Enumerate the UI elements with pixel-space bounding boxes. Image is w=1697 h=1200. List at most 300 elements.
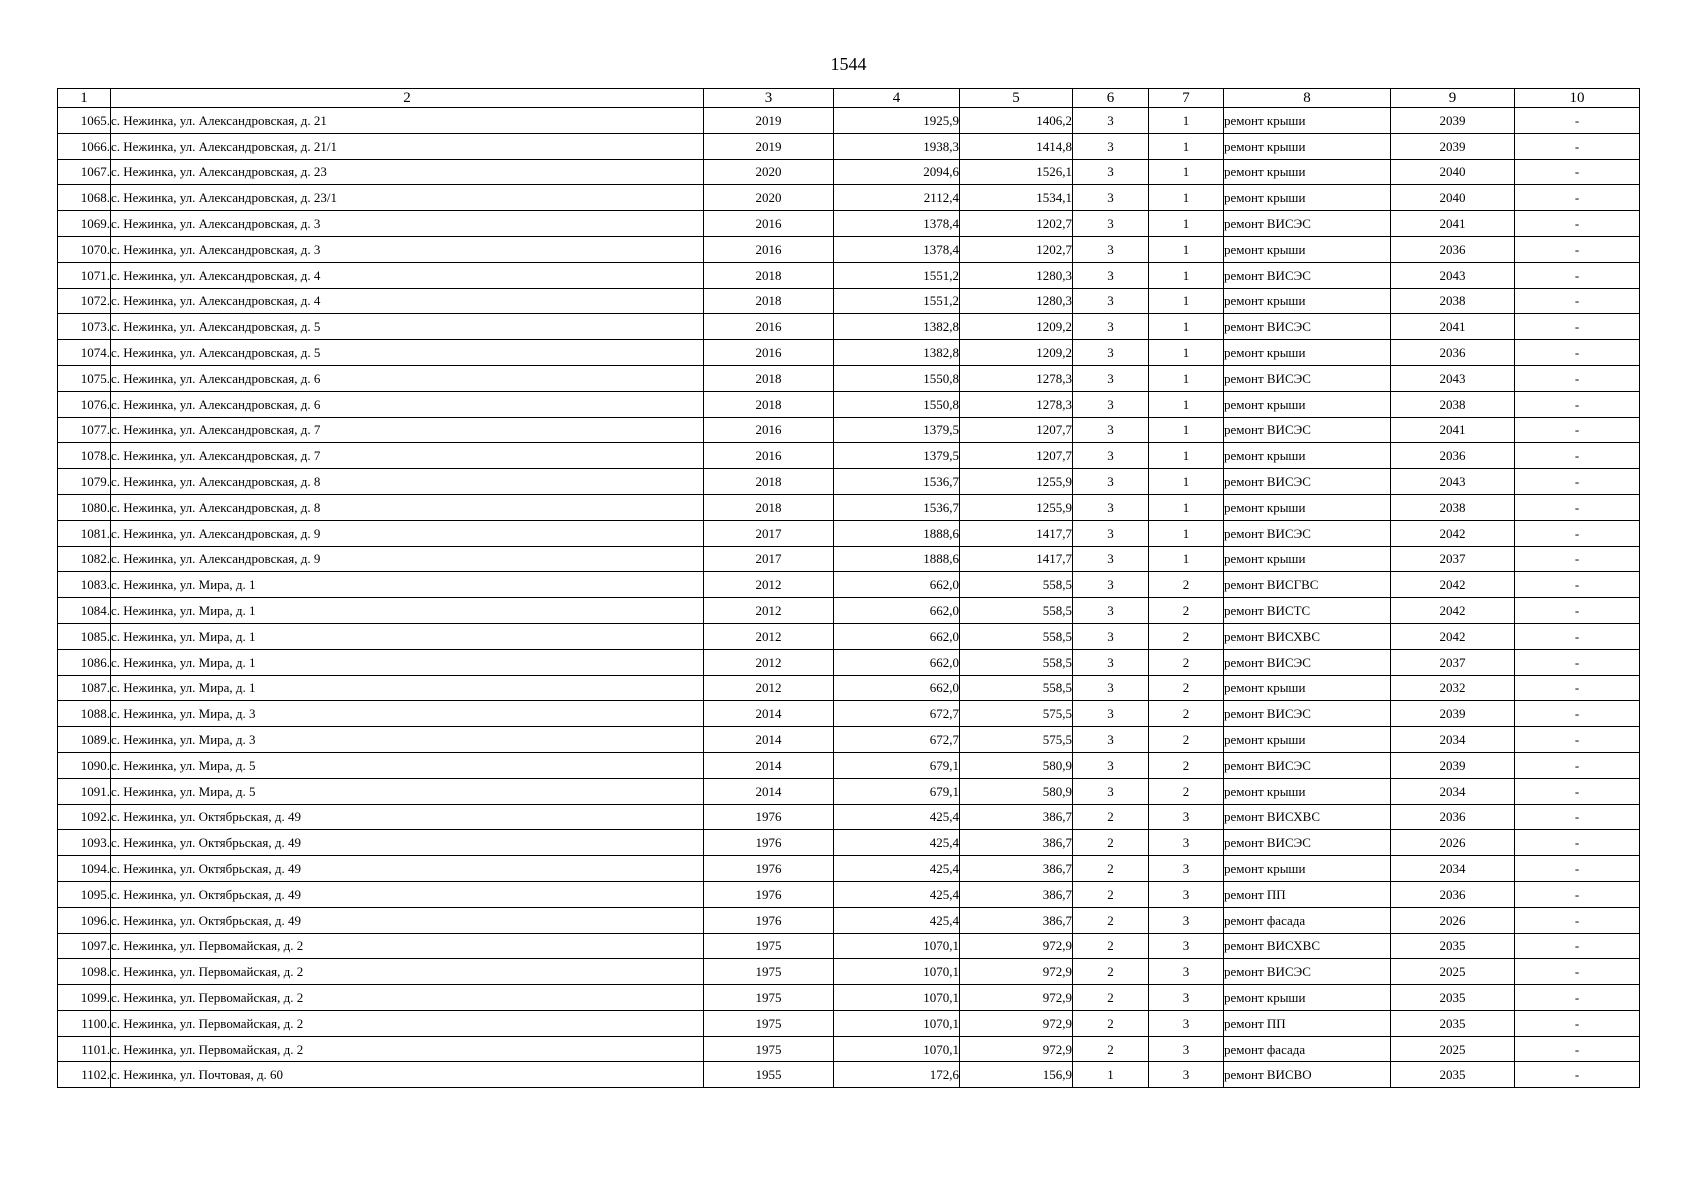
cell-planned-year: 2036: [1391, 804, 1515, 830]
table-row: [58, 494, 1640, 520]
cell-address: с. Нежинка, ул. Мира, д. 1: [111, 572, 704, 598]
cell-year: 2014: [704, 727, 834, 753]
col-header-8: 8: [1224, 89, 1391, 108]
cell-row-number: 1068.: [58, 185, 111, 211]
cell-row-number: 1100.: [58, 1010, 111, 1036]
table-row: [58, 469, 1640, 495]
cell-note: -: [1515, 340, 1640, 366]
cell-planned-year: 2039: [1391, 133, 1515, 159]
cell-work-type: ремонт ВИСХВС: [1224, 804, 1391, 830]
table-row: [58, 649, 1640, 675]
col-header-7: 7: [1149, 89, 1224, 108]
table-row: [58, 236, 1640, 262]
cell-work-type: ремонт крыши: [1224, 985, 1391, 1011]
cell-area-total: 1382,8: [834, 340, 960, 366]
cell-group: 1: [1149, 391, 1224, 417]
cell-address: с. Нежинка, ул. Первомайская, д. 2: [111, 1010, 704, 1036]
cell-address: с. Нежинка, ул. Октябрьская, д. 49: [111, 881, 704, 907]
cell-area-living: 1202,7: [960, 236, 1073, 262]
cell-note: -: [1515, 623, 1640, 649]
cell-group: 1: [1149, 340, 1224, 366]
cell-address: с. Нежинка, ул. Александровская, д. 5: [111, 340, 704, 366]
cell-address: с. Нежинка, ул. Октябрьская, д. 49: [111, 804, 704, 830]
table-row: [58, 778, 1640, 804]
cell-row-number: 1072.: [58, 288, 111, 314]
cell-area-total: 1379,5: [834, 417, 960, 443]
table-row: [58, 959, 1640, 985]
cell-area-living: 580,9: [960, 752, 1073, 778]
cell-area-living: 580,9: [960, 778, 1073, 804]
cell-planned-year: 2041: [1391, 211, 1515, 237]
cell-year: 2017: [704, 546, 834, 572]
cell-planned-year: 2035: [1391, 985, 1515, 1011]
cell-group: 1: [1149, 520, 1224, 546]
cell-address: с. Нежинка, ул. Александровская, д. 4: [111, 262, 704, 288]
cell-floors: 3: [1073, 159, 1149, 185]
cell-note: -: [1515, 546, 1640, 572]
cell-floors: 3: [1073, 701, 1149, 727]
table-row: [58, 804, 1640, 830]
table-row: [58, 752, 1640, 778]
cell-address: с. Нежинка, ул. Почтовая, д. 60: [111, 1062, 704, 1088]
cell-year: 2016: [704, 443, 834, 469]
cell-work-type: ремонт крыши: [1224, 494, 1391, 520]
cell-address: с. Нежинка, ул. Октябрьская, д. 49: [111, 907, 704, 933]
cell-planned-year: 2038: [1391, 494, 1515, 520]
cell-work-type: ремонт крыши: [1224, 236, 1391, 262]
cell-row-number: 1081.: [58, 520, 111, 546]
cell-area-total: 1378,4: [834, 211, 960, 237]
cell-planned-year: 2037: [1391, 649, 1515, 675]
cell-work-type: ремонт ПП: [1224, 881, 1391, 907]
cell-floors: 3: [1073, 752, 1149, 778]
cell-area-living: 1255,9: [960, 494, 1073, 520]
cell-work-type: ремонт крыши: [1224, 108, 1391, 134]
cell-note: -: [1515, 1010, 1640, 1036]
cell-group: 3: [1149, 933, 1224, 959]
cell-area-living: 386,7: [960, 830, 1073, 856]
cell-year: 2017: [704, 520, 834, 546]
table-row: [58, 391, 1640, 417]
cell-work-type: ремонт ВИСЭС: [1224, 959, 1391, 985]
cell-area-living: 1280,3: [960, 262, 1073, 288]
cell-note: -: [1515, 365, 1640, 391]
cell-floors: 3: [1073, 108, 1149, 134]
cell-area-living: 972,9: [960, 933, 1073, 959]
cell-row-number: 1079.: [58, 469, 111, 495]
cell-area-total: 1938,3: [834, 133, 960, 159]
table-row: [58, 1010, 1640, 1036]
cell-row-number: 1069.: [58, 211, 111, 237]
page-number: 1544: [830, 54, 867, 74]
cell-work-type: ремонт ВИСХВС: [1224, 623, 1391, 649]
cell-area-living: 1209,2: [960, 340, 1073, 366]
cell-floors: 1: [1073, 1062, 1149, 1088]
table-row: [58, 159, 1640, 185]
cell-address: с. Нежинка, ул. Александровская, д. 3: [111, 236, 704, 262]
cell-floors: 2: [1073, 959, 1149, 985]
cell-area-living: 972,9: [960, 985, 1073, 1011]
col-header-5: 5: [960, 89, 1073, 108]
cell-row-number: 1078.: [58, 443, 111, 469]
cell-note: -: [1515, 314, 1640, 340]
cell-row-number: 1067.: [58, 159, 111, 185]
cell-address: с. Нежинка, ул. Первомайская, д. 2: [111, 985, 704, 1011]
cell-area-living: 575,5: [960, 727, 1073, 753]
cell-note: -: [1515, 494, 1640, 520]
cell-planned-year: 2036: [1391, 340, 1515, 366]
cell-note: -: [1515, 236, 1640, 262]
cell-work-type: ремонт ПП: [1224, 1010, 1391, 1036]
cell-floors: 2: [1073, 856, 1149, 882]
table-row: [58, 856, 1640, 882]
cell-group: 1: [1149, 443, 1224, 469]
cell-work-type: ремонт крыши: [1224, 443, 1391, 469]
cell-address: с. Нежинка, ул. Александровская, д. 9: [111, 546, 704, 572]
cell-note: -: [1515, 133, 1640, 159]
cell-work-type: ремонт ВИСЭС: [1224, 211, 1391, 237]
cell-area-total: 2112,4: [834, 185, 960, 211]
cell-address: с. Нежинка, ул. Александровская, д. 8: [111, 469, 704, 495]
cell-floors: 3: [1073, 391, 1149, 417]
cell-work-type: ремонт ВИСЭС: [1224, 365, 1391, 391]
col-header-1: 1: [58, 89, 111, 108]
cell-planned-year: 2039: [1391, 752, 1515, 778]
cell-area-living: 558,5: [960, 598, 1073, 624]
cell-note: -: [1515, 520, 1640, 546]
table-row: [58, 365, 1640, 391]
cell-row-number: 1089.: [58, 727, 111, 753]
cell-row-number: 1099.: [58, 985, 111, 1011]
cell-address: с. Нежинка, ул. Александровская, д. 7: [111, 443, 704, 469]
cell-area-living: 575,5: [960, 701, 1073, 727]
table-row: [58, 288, 1640, 314]
table-row: [58, 417, 1640, 443]
cell-group: 1: [1149, 159, 1224, 185]
cell-address: с. Нежинка, ул. Октябрьская, д. 49: [111, 830, 704, 856]
cell-planned-year: 2041: [1391, 417, 1515, 443]
cell-group: 3: [1149, 1010, 1224, 1036]
cell-area-total: 1070,1: [834, 933, 960, 959]
cell-address: с. Нежинка, ул. Александровская, д. 6: [111, 365, 704, 391]
col-header-9: 9: [1391, 89, 1515, 108]
cell-planned-year: 2039: [1391, 108, 1515, 134]
cell-work-type: ремонт ВИСЭС: [1224, 314, 1391, 340]
cell-year: 2012: [704, 649, 834, 675]
cell-note: -: [1515, 985, 1640, 1011]
cell-floors: 3: [1073, 417, 1149, 443]
cell-floors: 3: [1073, 262, 1149, 288]
cell-area-total: 425,4: [834, 856, 960, 882]
cell-year: 2018: [704, 494, 834, 520]
cell-group: 3: [1149, 830, 1224, 856]
cell-note: -: [1515, 830, 1640, 856]
cell-work-type: ремонт крыши: [1224, 340, 1391, 366]
cell-year: 2018: [704, 365, 834, 391]
cell-address: с. Нежинка, ул. Александровская, д. 4: [111, 288, 704, 314]
cell-floors: 3: [1073, 365, 1149, 391]
cell-row-number: 1071.: [58, 262, 111, 288]
cell-group: 2: [1149, 598, 1224, 624]
cell-note: -: [1515, 185, 1640, 211]
cell-work-type: ремонт ВИСВО: [1224, 1062, 1391, 1088]
cell-floors: 3: [1073, 675, 1149, 701]
cell-planned-year: 2035: [1391, 933, 1515, 959]
cell-group: 1: [1149, 262, 1224, 288]
cell-work-type: ремонт крыши: [1224, 391, 1391, 417]
cell-work-type: ремонт ВИСЭС: [1224, 262, 1391, 288]
cell-planned-year: 2042: [1391, 598, 1515, 624]
table-row: [58, 881, 1640, 907]
cell-note: -: [1515, 881, 1640, 907]
cell-planned-year: 2036: [1391, 881, 1515, 907]
cell-row-number: 1075.: [58, 365, 111, 391]
cell-area-total: 1888,6: [834, 520, 960, 546]
cell-planned-year: 2036: [1391, 236, 1515, 262]
cell-year: 1975: [704, 959, 834, 985]
cell-work-type: ремонт ВИСЭС: [1224, 830, 1391, 856]
cell-address: с. Нежинка, ул. Первомайская, д. 2: [111, 959, 704, 985]
table-body: [58, 108, 1640, 1088]
cell-group: 1: [1149, 185, 1224, 211]
cell-group: 1: [1149, 236, 1224, 262]
table-row: [58, 262, 1640, 288]
cell-area-total: 662,0: [834, 623, 960, 649]
cell-floors: 2: [1073, 1010, 1149, 1036]
cell-planned-year: 2040: [1391, 185, 1515, 211]
cell-year: 2016: [704, 340, 834, 366]
cell-area-living: 1202,7: [960, 211, 1073, 237]
cell-row-number: 1088.: [58, 701, 111, 727]
cell-group: 3: [1149, 804, 1224, 830]
table-row: [58, 1036, 1640, 1062]
cell-year: 2016: [704, 236, 834, 262]
cell-area-living: 1278,3: [960, 365, 1073, 391]
cell-area-total: 1888,6: [834, 546, 960, 572]
cell-year: 2012: [704, 572, 834, 598]
cell-area-living: 156,9: [960, 1062, 1073, 1088]
table-row: [58, 572, 1640, 598]
cell-area-total: 679,1: [834, 752, 960, 778]
cell-group: 2: [1149, 572, 1224, 598]
cell-planned-year: 2034: [1391, 727, 1515, 753]
cell-year: 2019: [704, 133, 834, 159]
table-row: [58, 108, 1640, 134]
col-header-4: 4: [834, 89, 960, 108]
cell-area-total: 1070,1: [834, 959, 960, 985]
cell-year: 2012: [704, 598, 834, 624]
cell-note: -: [1515, 933, 1640, 959]
cell-note: -: [1515, 443, 1640, 469]
cell-area-total: 1925,9: [834, 108, 960, 134]
cell-area-living: 558,5: [960, 649, 1073, 675]
cell-area-total: 1382,8: [834, 314, 960, 340]
cell-planned-year: 2035: [1391, 1010, 1515, 1036]
cell-year: 1976: [704, 830, 834, 856]
cell-row-number: 1102.: [58, 1062, 111, 1088]
cell-area-total: 672,7: [834, 727, 960, 753]
cell-group: 3: [1149, 1036, 1224, 1062]
cell-area-total: 425,4: [834, 830, 960, 856]
cell-year: 1976: [704, 804, 834, 830]
cell-address: с. Нежинка, ул. Александровская, д. 21/1: [111, 133, 704, 159]
cell-work-type: ремонт крыши: [1224, 778, 1391, 804]
cell-year: 2018: [704, 469, 834, 495]
cell-group: 3: [1149, 881, 1224, 907]
cell-planned-year: 2038: [1391, 391, 1515, 417]
cell-row-number: 1065.: [58, 108, 111, 134]
cell-floors: 3: [1073, 133, 1149, 159]
cell-address: с. Нежинка, ул. Александровская, д. 9: [111, 520, 704, 546]
cell-address: с. Нежинка, ул. Мира, д. 1: [111, 623, 704, 649]
cell-row-number: 1091.: [58, 778, 111, 804]
cell-row-number: 1076.: [58, 391, 111, 417]
cell-note: -: [1515, 752, 1640, 778]
table-row: [58, 623, 1640, 649]
table-row: [58, 133, 1640, 159]
cell-floors: 3: [1073, 340, 1149, 366]
cell-area-total: 672,7: [834, 701, 960, 727]
cell-group: 1: [1149, 211, 1224, 237]
cell-planned-year: 2042: [1391, 520, 1515, 546]
cell-note: -: [1515, 701, 1640, 727]
cell-year: 2018: [704, 391, 834, 417]
cell-floors: 3: [1073, 778, 1149, 804]
cell-floors: 3: [1073, 236, 1149, 262]
cell-area-living: 386,7: [960, 804, 1073, 830]
cell-planned-year: 2025: [1391, 1036, 1515, 1062]
cell-address: с. Нежинка, ул. Октябрьская, д. 49: [111, 856, 704, 882]
cell-row-number: 1092.: [58, 804, 111, 830]
cell-floors: 3: [1073, 211, 1149, 237]
cell-area-total: 1551,2: [834, 262, 960, 288]
table-row: [58, 1062, 1640, 1088]
cell-note: -: [1515, 856, 1640, 882]
cell-planned-year: 2039: [1391, 701, 1515, 727]
cell-group: 1: [1149, 133, 1224, 159]
cell-floors: 3: [1073, 623, 1149, 649]
cell-row-number: 1066.: [58, 133, 111, 159]
cell-row-number: 1073.: [58, 314, 111, 340]
cell-floors: 3: [1073, 314, 1149, 340]
cell-planned-year: 2042: [1391, 623, 1515, 649]
cell-area-living: 558,5: [960, 675, 1073, 701]
cell-year: 2016: [704, 417, 834, 443]
cell-planned-year: 2032: [1391, 675, 1515, 701]
cell-work-type: ремонт ВИСЭС: [1224, 417, 1391, 443]
cell-note: -: [1515, 108, 1640, 134]
cell-group: 1: [1149, 288, 1224, 314]
cell-group: 1: [1149, 314, 1224, 340]
cell-group: 1: [1149, 546, 1224, 572]
cell-area-total: 1551,2: [834, 288, 960, 314]
cell-area-living: 386,7: [960, 856, 1073, 882]
cell-address: с. Нежинка, ул. Мира, д. 3: [111, 727, 704, 753]
cell-address: с. Нежинка, ул. Александровская, д. 6: [111, 391, 704, 417]
cell-area-living: 1417,7: [960, 546, 1073, 572]
cell-floors: 3: [1073, 649, 1149, 675]
cell-work-type: ремонт крыши: [1224, 727, 1391, 753]
cell-row-number: 1077.: [58, 417, 111, 443]
cell-floors: 2: [1073, 985, 1149, 1011]
cell-planned-year: 2038: [1391, 288, 1515, 314]
cell-floors: 3: [1073, 572, 1149, 598]
cell-floors: 3: [1073, 598, 1149, 624]
cell-note: -: [1515, 778, 1640, 804]
cell-floors: 3: [1073, 546, 1149, 572]
cell-row-number: 1095.: [58, 881, 111, 907]
cell-floors: 2: [1073, 804, 1149, 830]
cell-area-living: 972,9: [960, 1010, 1073, 1036]
cell-year: 2012: [704, 623, 834, 649]
cell-area-total: 662,0: [834, 598, 960, 624]
cell-planned-year: 2037: [1391, 546, 1515, 572]
cell-area-living: 1209,2: [960, 314, 1073, 340]
cell-year: 1975: [704, 933, 834, 959]
cell-year: 1975: [704, 1036, 834, 1062]
col-header-10: 10: [1515, 89, 1640, 108]
table-row: [58, 340, 1640, 366]
cell-address: с. Нежинка, ул. Александровская, д. 21: [111, 108, 704, 134]
cell-note: -: [1515, 391, 1640, 417]
cell-work-type: ремонт ВИСХВС: [1224, 933, 1391, 959]
cell-floors: 3: [1073, 469, 1149, 495]
cell-planned-year: 2034: [1391, 856, 1515, 882]
cell-work-type: ремонт ВИСЭС: [1224, 701, 1391, 727]
cell-area-total: 425,4: [834, 907, 960, 933]
cell-note: -: [1515, 262, 1640, 288]
cell-planned-year: 2040: [1391, 159, 1515, 185]
cell-group: 3: [1149, 856, 1224, 882]
cell-work-type: ремонт ВИСГВС: [1224, 572, 1391, 598]
cell-year: 1955: [704, 1062, 834, 1088]
cell-area-total: 2094,6: [834, 159, 960, 185]
cell-year: 2019: [704, 108, 834, 134]
cell-planned-year: 2043: [1391, 365, 1515, 391]
cell-year: 1976: [704, 856, 834, 882]
cell-year: 1976: [704, 881, 834, 907]
table-row: [58, 546, 1640, 572]
cell-row-number: 1097.: [58, 933, 111, 959]
cell-area-total: 1378,4: [834, 236, 960, 262]
cell-work-type: ремонт крыши: [1224, 133, 1391, 159]
table-row: [58, 211, 1640, 237]
cell-planned-year: 2041: [1391, 314, 1515, 340]
cell-area-living: 1417,7: [960, 520, 1073, 546]
cell-group: 2: [1149, 701, 1224, 727]
cell-area-living: 1280,3: [960, 288, 1073, 314]
cell-work-type: ремонт ВИСЭС: [1224, 752, 1391, 778]
cell-area-total: 1536,7: [834, 469, 960, 495]
cell-year: 2020: [704, 159, 834, 185]
cell-area-living: 1278,3: [960, 391, 1073, 417]
cell-row-number: 1085.: [58, 623, 111, 649]
cell-planned-year: 2036: [1391, 443, 1515, 469]
cell-group: 3: [1149, 985, 1224, 1011]
cell-address: с. Нежинка, ул. Мира, д. 1: [111, 649, 704, 675]
cell-year: 2014: [704, 701, 834, 727]
col-header-2: 2: [111, 89, 704, 108]
cell-year: 2016: [704, 314, 834, 340]
cell-floors: 2: [1073, 830, 1149, 856]
cell-floors: 2: [1073, 933, 1149, 959]
cell-work-type: ремонт крыши: [1224, 856, 1391, 882]
cell-address: с. Нежинка, ул. Мира, д. 3: [111, 701, 704, 727]
cell-group: 3: [1149, 1062, 1224, 1088]
cell-group: 2: [1149, 675, 1224, 701]
cell-note: -: [1515, 1062, 1640, 1088]
cell-group: 2: [1149, 752, 1224, 778]
